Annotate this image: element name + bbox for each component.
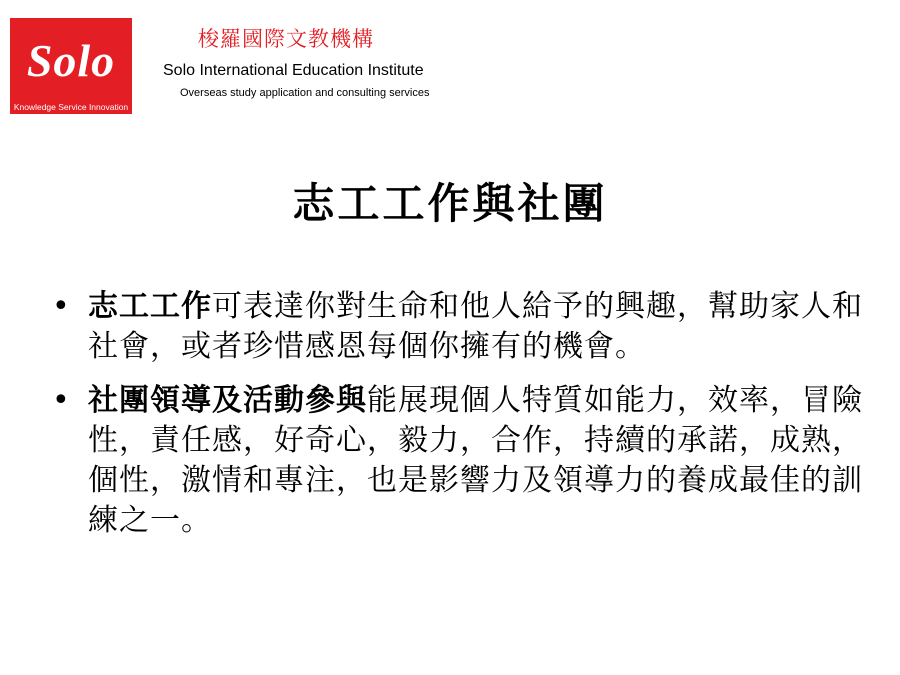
bullet-body: 可表達你對生命和他人給予的興趣，幫助家人和社會，或者珍惜感恩每個你擁有的機會。 [88, 289, 863, 364]
solo-logo [10, 18, 132, 114]
bullet-body: 能展現個人特質如能力，效率，冒險性，責任感，好奇心，毅力，合作，持續的承諾，成熟，個性，激情和專注，也是影響力及領導力的養成最佳的訓練之一。 [88, 383, 863, 538]
bullet-heading: 志工工作 [88, 289, 212, 324]
bullet-club-leadership [48, 381, 878, 541]
bullet-list [48, 287, 878, 541]
logo-tagline: Knowledge Service Innovation [13, 102, 129, 112]
org-name-english: Solo International Education Institute [163, 62, 424, 79]
bullet-volunteer-work [48, 287, 878, 367]
slide-title: 志工工作與社團 [292, 179, 608, 228]
org-name-chinese: 梭羅國際文教機構 [198, 27, 374, 51]
org-subtitle: Overseas study application and consulting services [180, 87, 430, 99]
logo-wordmark: Solo [26, 35, 116, 86]
bullet-dot-icon: • [52, 383, 71, 418]
bullet-dot-icon: • [52, 289, 71, 324]
bullet-heading: 社團領導及活動參與 [88, 383, 367, 418]
